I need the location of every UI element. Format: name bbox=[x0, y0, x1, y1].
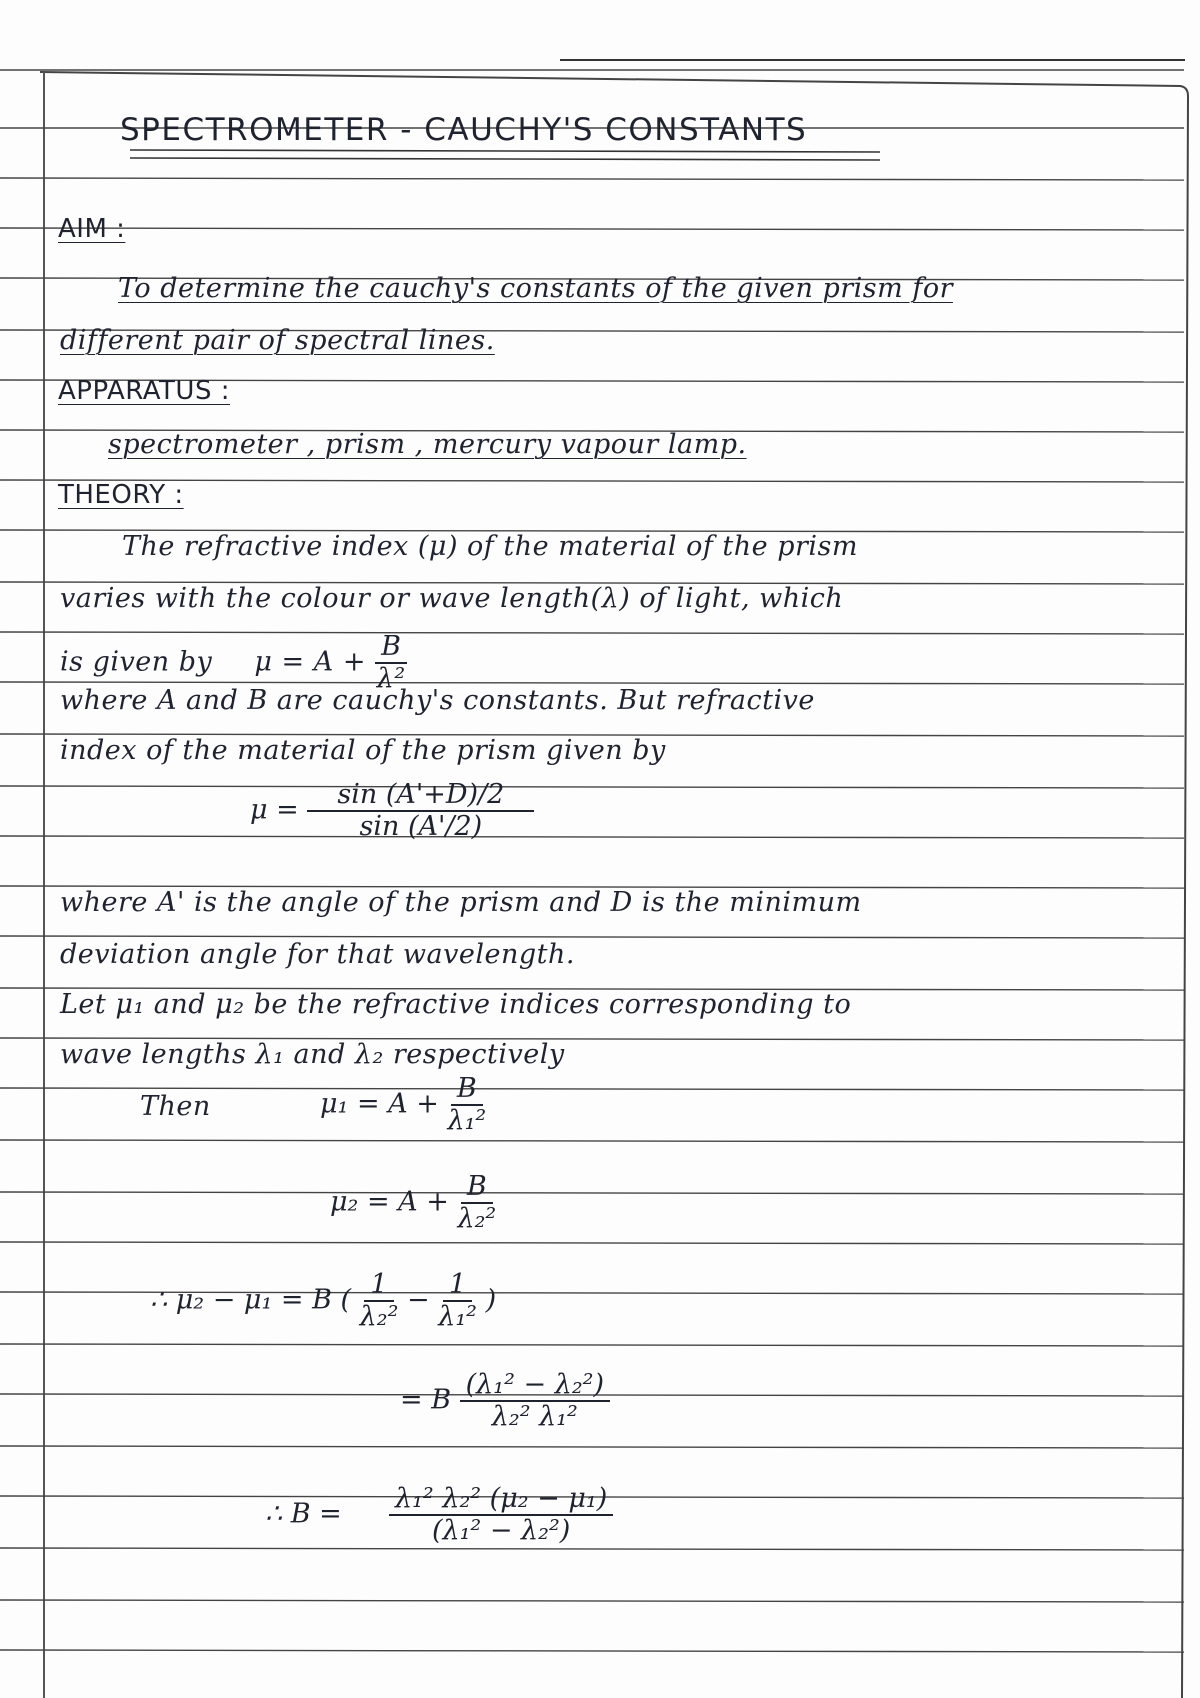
theory-line-5: index of the material of the prism given by bbox=[60, 735, 666, 766]
eq1-denominator: λ₁² bbox=[447, 1105, 487, 1136]
equation-4 bbox=[400, 1370, 610, 1432]
mu-denominator: sin (A'/2) bbox=[359, 811, 483, 842]
eq2-numerator: B bbox=[461, 1172, 493, 1204]
eq1-fraction bbox=[447, 1074, 486, 1136]
mu-lhs: μ = bbox=[250, 794, 299, 826]
aim-line-1: To determine the cauchy's constants of the given prism for bbox=[118, 273, 953, 304]
eq3-f2-numerator: 1 bbox=[443, 1270, 472, 1302]
eq1-lhs: μ₁ = A + bbox=[320, 1088, 439, 1120]
theory-line-3-prefix: is given by bbox=[60, 646, 213, 678]
eq5-denominator: (λ₁² − λ₂²) bbox=[431, 1515, 571, 1546]
eq3-minus: − bbox=[407, 1284, 430, 1316]
cauchy-denominator: λ² bbox=[376, 663, 406, 694]
theory-line-6: where A' is the angle of the prism and D is the minimum bbox=[60, 887, 862, 918]
mu-equation bbox=[250, 780, 534, 842]
eq4-lhs: = B bbox=[400, 1384, 452, 1416]
theory-line-2: varies with the colour or wave length(λ) of light, which bbox=[60, 583, 844, 614]
eq3-lhs: ∴ μ₂ − μ₁ = B ( bbox=[150, 1284, 352, 1316]
aim-heading: AIM : bbox=[58, 214, 126, 244]
eq1-numerator: B bbox=[451, 1074, 483, 1106]
eq3-f1-denominator: λ₂² bbox=[359, 1301, 399, 1332]
eq4-numerator: (λ₁² − λ₂²) bbox=[460, 1370, 610, 1402]
eq5-numerator: λ₁² λ₂² (μ₂ − μ₁) bbox=[389, 1484, 613, 1516]
eq3-f2-denominator: λ₁² bbox=[438, 1301, 477, 1332]
eq2-lhs: μ₂ = A + bbox=[330, 1186, 449, 1218]
page-title: SPECTROMETER - CAUCHY'S CONSTANTS bbox=[120, 112, 808, 148]
eq5-fraction bbox=[389, 1484, 613, 1546]
theory-line-4: where A and B are cauchy's constants. But refractive bbox=[60, 685, 815, 716]
eq3-fraction-2 bbox=[438, 1270, 477, 1332]
theory-line-1: The refractive index (μ) of the material of the prism bbox=[122, 531, 858, 562]
then-label: Then bbox=[140, 1091, 211, 1122]
eq4-denominator: λ₂² λ₁² bbox=[491, 1401, 578, 1432]
theory-heading: THEORY : bbox=[58, 480, 184, 510]
equation-3 bbox=[150, 1270, 496, 1332]
theory-line-8: Let μ₁ and μ₂ be the refractive indices corresponding to bbox=[60, 989, 852, 1020]
eq3-f1-numerator: 1 bbox=[364, 1270, 393, 1302]
mu-fraction bbox=[307, 780, 534, 842]
eq2-fraction bbox=[457, 1172, 496, 1234]
equation-1 bbox=[320, 1074, 486, 1136]
equation-5 bbox=[265, 1484, 613, 1546]
cauchy-numerator: B bbox=[375, 632, 407, 664]
eq3-close: ) bbox=[485, 1284, 497, 1316]
apparatus-heading: APPARATUS : bbox=[58, 376, 230, 406]
eq5-lhs: ∴ B = bbox=[265, 1498, 342, 1530]
theory-line-9: wave lengths λ₁ and λ₂ respectively bbox=[60, 1039, 565, 1070]
eq4-fraction bbox=[460, 1370, 610, 1432]
mu-numerator: sin (A'+D)/2 bbox=[307, 780, 534, 812]
equation-2 bbox=[330, 1172, 496, 1234]
eq2-denominator: λ₂² bbox=[457, 1203, 497, 1234]
apparatus-text: spectrometer , prism , mercury vapour lamp. bbox=[108, 429, 747, 460]
cauchy-equation-lhs: μ = A + bbox=[254, 646, 366, 678]
eq3-fraction-1 bbox=[360, 1270, 399, 1332]
theory-line-7: deviation angle for that wavelength. bbox=[60, 939, 575, 970]
aim-line-2: different pair of spectral lines. bbox=[60, 325, 495, 356]
